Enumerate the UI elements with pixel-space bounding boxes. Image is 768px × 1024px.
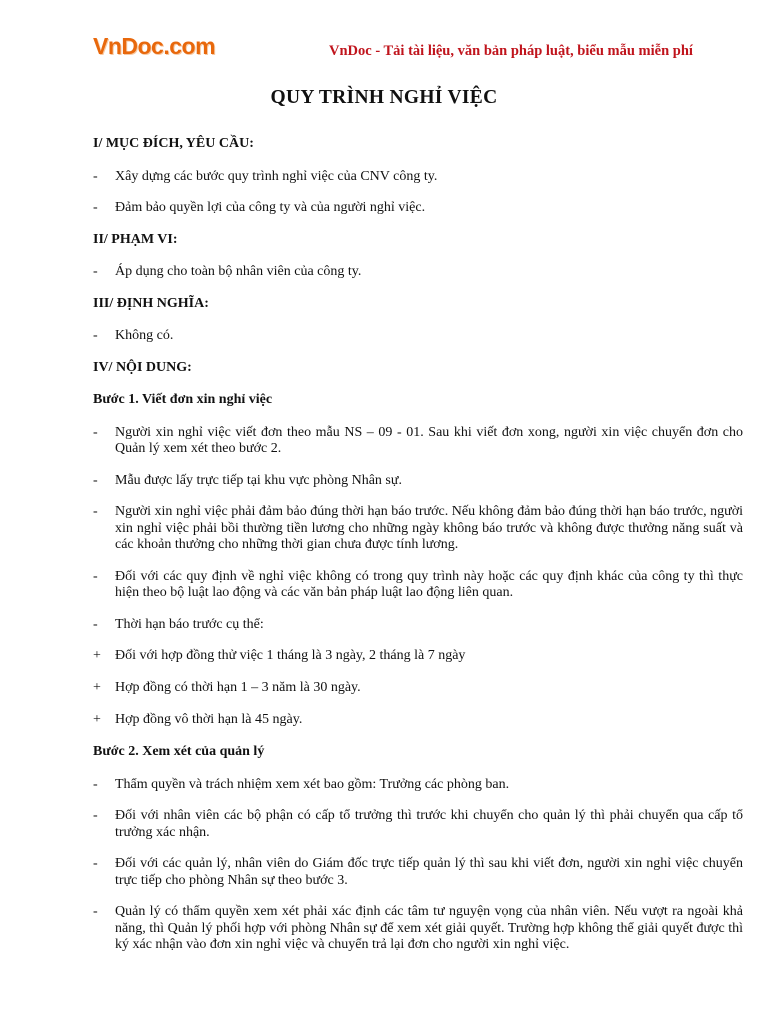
site-tagline: VnDoc - Tải tài liệu, văn bản pháp luật, biểu mẫu miễn phí [329, 43, 693, 59]
dash-bullet: - [93, 568, 98, 584]
dash-bullet: - [93, 616, 98, 632]
section-heading-content: IV/ NỘI DUNG: [93, 359, 192, 375]
dash-bullet: - [93, 776, 98, 792]
list-item: - Quản lý có thẩm quyền xem xét phải xác định các tâm tư nguyện vọng của nhân viên. Nếu vượt ra ngoài khả năng, thì Quản lý phối hợp với phòng Nhân sự để xem xét giải quyết. Trường hợp không thể giải quyết được thì ký xác nhận vào đơn xin nghỉ việc và chuyển trả lại đơn cho người xin nghỉ việc. [93, 904, 743, 952]
plus-bullet: + [93, 648, 101, 663]
dash-bullet: - [93, 424, 98, 440]
sub-list-item: + Hợp đồng có thời hạn 1 – 3 năm là 30 ngày. [93, 680, 361, 695]
plus-bullet: + [93, 712, 101, 727]
list-item: - Người xin nghỉ việc phải đảm bảo đúng thời hạn báo trước. Nếu không đảm bảo đúng thời hạn báo trước, người xin nghỉ việc phải bồi thường tiền lương cho những ngày không báo trước và không được thưởng năng suất và các khoản thưởng cho những thời gian chưa được tính lương. [93, 504, 743, 552]
list-item: - Đối với các quy định về nghỉ việc không có trong quy trình này hoặc các quy định khác của công ty thì thực hiện theo bộ luật lao động và các văn bản pháp luật lao động liên quan. [93, 568, 743, 600]
dash-bullet: - [93, 808, 98, 823]
list-item: - Không có. [93, 328, 174, 343]
section-heading-scope: II/ PHẠM VI: [93, 231, 178, 247]
dash-bullet: - [93, 904, 98, 919]
list-item: - Đảm bảo quyền lợi của công ty và của người nghỉ việc. [93, 200, 426, 215]
section-heading-definition: III/ ĐỊNH NGHĨA: [93, 295, 209, 311]
dash-bullet: - [93, 200, 98, 215]
dash-bullet: - [93, 504, 98, 519]
sub-list-item: + Hợp đồng vô thời hạn là 45 ngày. [93, 712, 303, 727]
dash-bullet: - [93, 264, 98, 279]
list-item: - Áp dụng cho toàn bộ nhân viên của công ty. [93, 264, 362, 279]
dash-bullet: - [93, 328, 98, 343]
list-item: - Đối với nhân viên các bộ phận có cấp tổ trưởng thì trước khi chuyển cho quản lý thì phải chuyển qua cấp tổ trưởng xác nhận. [93, 808, 743, 840]
list-item: - Xây dựng các bước quy trình nghỉ việc của CNV công ty. [93, 168, 438, 184]
dash-bullet: - [93, 168, 98, 184]
document-title: QUY TRÌNH NGHỈ VIỆC [270, 87, 498, 108]
list-item: - Người xin nghỉ việc viết đơn theo mẫu NS – 09 - 01. Sau khi viết đơn xong, người xin việc chuyển đơn cho Quản lý xem xét theo bước 2. [93, 424, 743, 456]
list-item: - Đối với các quản lý, nhân viên do Giám đốc trực tiếp quản lý thì sau khi viết đơn, người xin nghỉ việc chuyển trực tiếp cho phòng Nhân sự theo bước 3. [93, 856, 743, 888]
plus-bullet: + [93, 680, 101, 695]
dash-bullet: - [93, 472, 98, 488]
list-item: - Mẫu được lấy trực tiếp tại khu vực phòng Nhân sự. [93, 472, 402, 488]
dash-bullet: - [93, 856, 98, 871]
section-heading-purpose: I/ MỤC ĐÍCH, YÊU CẦU: [93, 136, 254, 151]
list-item: - Thẩm quyền và trách nhiệm xem xét bao gồm: Trưởng các phòng ban. [93, 776, 510, 792]
step-2-heading: Bước 2. Xem xét của quản lý [93, 744, 265, 759]
document-body [93, 136, 743, 969]
sub-list-item: + Đối với hợp đồng thử việc 1 tháng là 3 ngày, 2 tháng là 7 ngày [93, 648, 466, 663]
list-item: - Thời hạn báo trước cụ thể: [93, 616, 264, 632]
vndoc-logo[interactable]: VnDoc.com [93, 33, 216, 59]
step-1-heading: Bước 1. Viết đơn xin nghỉ việc [93, 392, 273, 407]
